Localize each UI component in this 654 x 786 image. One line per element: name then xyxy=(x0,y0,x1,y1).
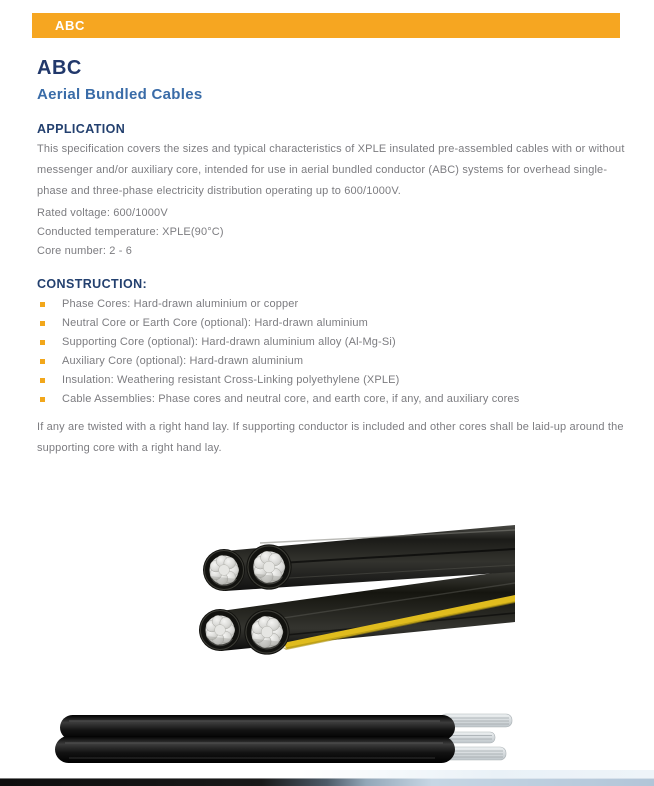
cable-face xyxy=(199,609,241,651)
list-item-label: Insulation: Weathering resistant Cross-Linking polyethylene (XPLE) xyxy=(62,374,400,386)
cable-bundle-photo xyxy=(185,525,515,705)
bullet-square-icon xyxy=(40,397,45,402)
list-item xyxy=(40,333,620,352)
cable-face xyxy=(246,544,291,589)
bullet-square-icon xyxy=(40,378,45,383)
page-title: ABC xyxy=(37,57,82,79)
list-item-label: Auxiliary Core (optional): Hard-drawn aluminium xyxy=(62,355,304,367)
list-item-label: Phase Cores: Hard-drawn aluminium or copper xyxy=(62,298,299,310)
list-item-label: Neutral Core or Earth Core (optional): Hard-drawn aluminium xyxy=(62,317,368,329)
construction-heading: CONSTRUCTION: xyxy=(37,277,148,291)
assembly-note-paragraph: If any are twisted with a right hand lay. If supporting conductor is included and other cores shall be laid-up around the supporting core with a right hand lay. xyxy=(37,421,624,454)
list-item xyxy=(40,352,620,371)
header-bar xyxy=(32,13,620,38)
page-edge-strip xyxy=(0,778,654,786)
bullet-square-icon xyxy=(40,359,45,364)
list-item-label: Supporting Core (optional): Hard-drawn aluminium alloy (Al-Mg-Si) xyxy=(62,336,396,348)
list-item-label: Cable Assemblies: Phase cores and neutral core, and earth core, if any, and auxiliary cores xyxy=(62,393,520,405)
list-item xyxy=(40,371,620,390)
spec-block xyxy=(37,204,224,261)
spec-line-core-number: Core number: 2 - 6 xyxy=(37,245,133,257)
bullet-square-icon xyxy=(40,302,45,307)
list-item xyxy=(40,295,620,314)
bullet-square-icon xyxy=(40,340,45,345)
twisted-cable-photo xyxy=(55,708,520,772)
page-edge-glow xyxy=(300,770,654,778)
cable-face xyxy=(244,609,289,654)
list-item xyxy=(40,314,620,333)
header-bar-label: ABC xyxy=(55,18,85,33)
cable-face xyxy=(203,549,245,591)
construction-list xyxy=(40,295,620,409)
spec-line-rated-voltage: Rated voltage: 600/1000V xyxy=(37,207,168,219)
list-item xyxy=(40,390,620,409)
application-paragraph: This specification covers the sizes and typical characteristics of XPLE insulated pre-assembled cables with or without messenger and/or auxiliary core, intended for use in aerial bundled conductor (ABC) systems for overhead single-phase and three-phase electricity distribution operating up to 600/1000V. xyxy=(37,143,625,197)
spec-line-conducted-temperature: Conducted temperature: XPLE(90°C) xyxy=(37,226,224,238)
bullet-square-icon xyxy=(40,321,45,326)
page-subtitle: Aerial Bundled Cables xyxy=(37,86,203,103)
application-heading: APPLICATION xyxy=(37,122,126,136)
